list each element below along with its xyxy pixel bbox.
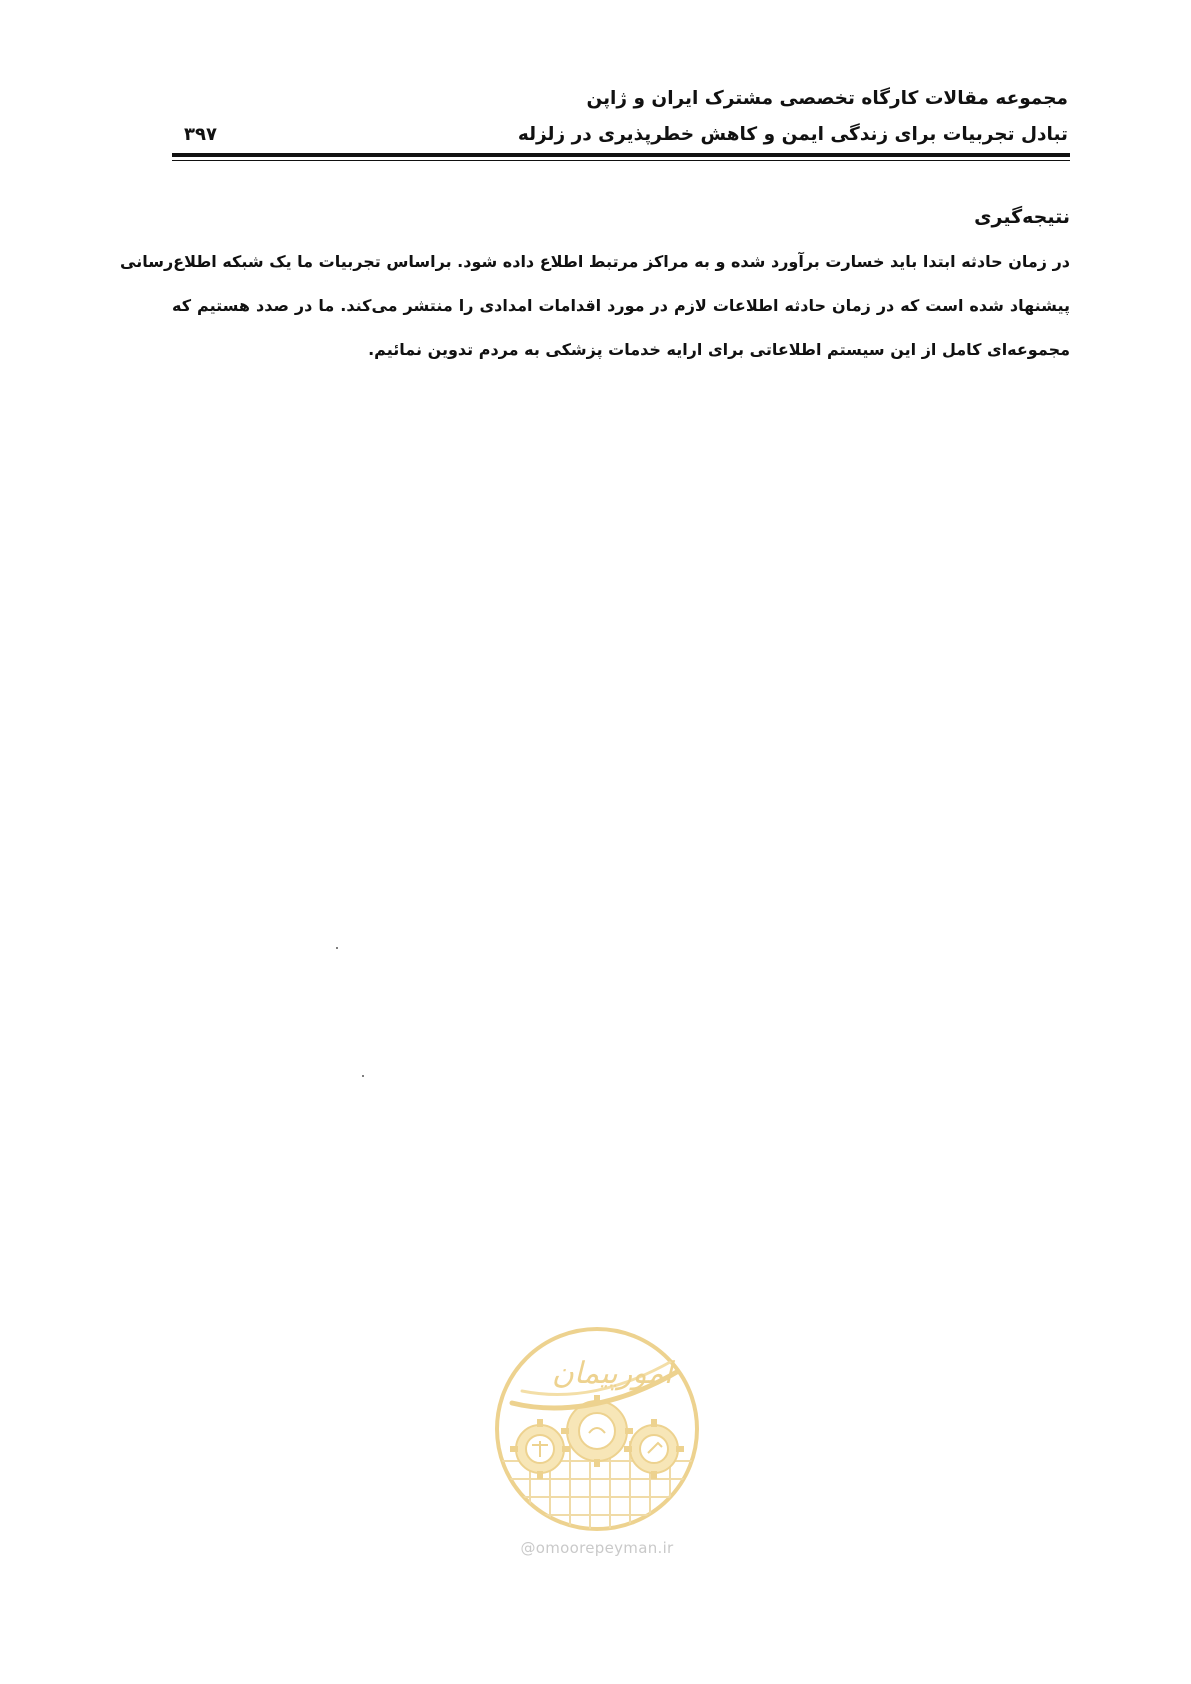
watermark-logo-text: امورپیمان [551,1356,673,1391]
header-rule-thin [172,160,1070,161]
omoorepeyman-logo-icon [492,1321,702,1536]
conclusion-section [120,202,1070,372]
scan-speck [362,1075,364,1077]
header-title-line2: تبادل تجربیات برای زندگی ایمن و کاهش خطرپذیری در زلزله [517,124,1068,145]
paragraph-line-1: در زمان حادثه ابتدا باید خسارت برآورد شده و به مراکز مرتبط اطلاع داده شود. براساس تجربیات ما یک شبکه اطلاع‌رسانی [120,252,1070,271]
header-rule-thick [172,153,1070,157]
watermark-logo [492,1321,702,1557]
page-number: ۳۹۷ [184,124,217,145]
paragraph-line-2: پیشنهاد شده است که در زمان حادثه اطلاعات لازم در مورد اقدامات امدادی را منتشر می‌کند. ما در صدد هستیم که [172,296,1070,315]
header-title-line1: مجموعه مقالات کارگاه تخصصی مشترک ایران و ژاپن [586,88,1068,109]
section-heading: نتیجه‌گیری [974,206,1070,228]
paragraph-line-3: مجموعه‌ای کامل از این سیستم اطلاعاتی برای ارایه خدمات پزشکی به مردم تدوین نمائیم. [368,340,1070,359]
page-header [172,84,1068,160]
scan-speck [336,947,338,949]
watermark-url: @omoorepeyman.ir [520,1539,674,1557]
